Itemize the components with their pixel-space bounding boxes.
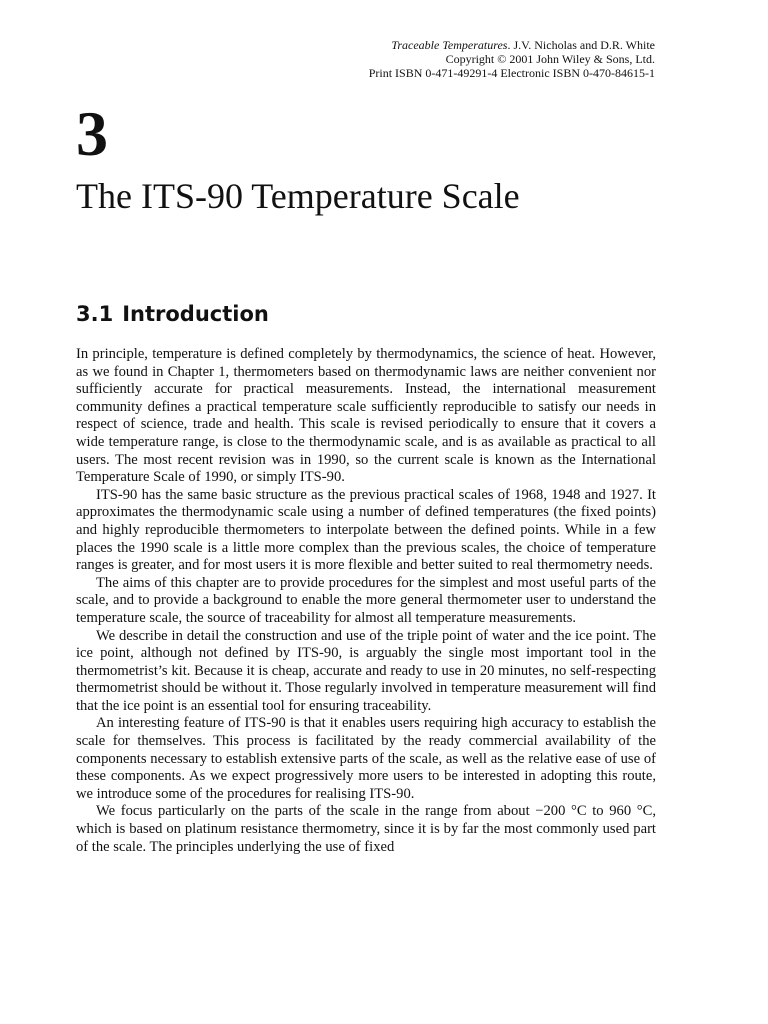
paragraph-4: We describe in detail the construction and use of the triple point of water and the ice point. The ice point, although not defined by ITS-90, is arguably the single most important tool in the thermometrist’s kit. Because it is cheap, accurate and ready to use in 20 minutes, no self-respecting thermometrist should be without it. Those regularly involved in temperature measurement will find that the ice point is an essential tool for ensuring traceability.	[76, 627, 656, 714]
paragraph-2: ITS-90 has the same basic structure as the previous practical scales of 1968, 1948 and 1927. It approximates the thermodynamic scale using a number of defined temperatures (the fixed points) and highly reproducible thermometers to interpolate between the defined points. While in a few places the 1990 scale is a little more complex than the previous scales, the choice of temperature ranges is greater, and for most users it is more flexible and better suited to real thermometry needs.	[76, 486, 656, 574]
copyright-line: Copyright © 2001 John Wiley & Sons, Ltd.	[445, 52, 655, 66]
chapter-title: The ITS-90 Temperature Scale	[76, 176, 520, 216]
paragraph-5: An interesting feature of ITS-90 is that it enables users requiring high accuracy to establish the scale for themselves. This process is facilitated by the ready commercial availability of the components necessary to establish extensive parts of the scale, as well as the relative ease of use of these components. As we expect progressively more users to be interested in adopting this route, we introduce some of the procedures for realising ITS-90.	[76, 715, 656, 802]
chapter-number: 3	[76, 98, 108, 169]
running-header	[369, 38, 655, 80]
section-number: 3.1	[76, 302, 114, 326]
paragraph-1: In principle, temperature is defined completely by thermodynamics, the science of heat. However, as we found in Chapter 1, thermometers based on thermodynamic laws are neither convenient nor sufficiently accurate for practical measurements. Instead, the international measurement community defines a practical temperature scale sufficiently reproducible to satisfy our needs in respect of science, trade and health. This scale is revised periodically to ensure that it covers a wide temperature range, is close to the thermodynamic scale, and is as available as practical to all users. The most recent revision was in 1990, so the current scale is known as the International Temperature Scale of 1990, or simply ITS-90.	[76, 346, 656, 486]
authors: . J.V. Nicholas and D.R. White	[507, 38, 655, 52]
citation-line	[369, 38, 655, 52]
paragraph-6: We focus particularly on the parts of the scale in the range from about −200 °C to 960 °C, which is based on platinum resistance thermometry, since it is by far the most commonly used part of the scale. The principles underlying the use of fixed	[76, 803, 656, 855]
paragraph-3: The aims of this chapter are to provide procedures for the simplest and most useful parts of the scale, and to provide a background to enable the more general thermometer user to understand the temperature scale, the source of traceability for almost all temperature measurements.	[76, 574, 656, 626]
isbn-line: Print ISBN 0-471-49291-4 Electronic ISBN 0-470-84615-1	[368, 66, 655, 80]
book-title: Traceable Temperatures	[391, 38, 508, 52]
body-text	[76, 346, 656, 856]
section-heading	[76, 300, 269, 328]
section-title: Introduction	[122, 302, 269, 326]
